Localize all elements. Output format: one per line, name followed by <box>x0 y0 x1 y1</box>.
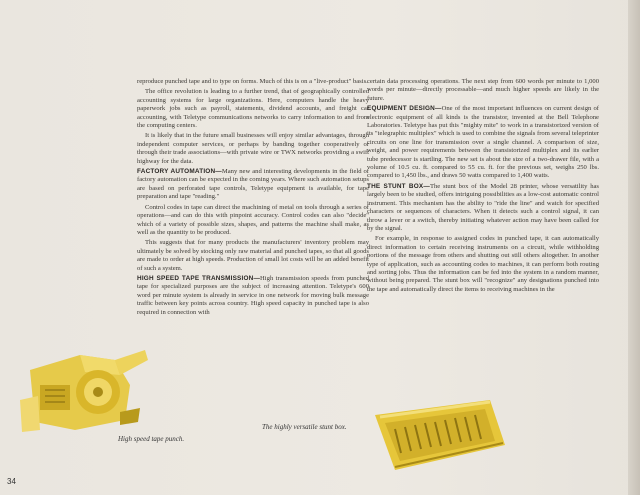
section-heading: FACTORY AUTOMATION— <box>137 168 222 176</box>
right-text-column <box>367 78 599 296</box>
section-factory-automation <box>137 168 369 202</box>
tape-punch-machine <box>20 350 148 432</box>
left-text-column <box>137 78 369 319</box>
paragraph: It is likely that in the future small businesses will enjoy similar advantages, through independent computer services, or perhaps by banding together cooperatively or through their trade associations—with private wire or TWX networks providing a swift highway for the data. <box>137 132 369 165</box>
section-text: One of the most important influences on current design of electronic equipment of all kinds is the transistor, invented at the Bell Telephone Laboratories. Teletype has put this "mighty mite" to work in a transistorized version of its "telegraphic multiplex" which is used to combine the signals from several teleprinter circuits on one line for transmission over a single channel. A comparison of size, weight, and power requirements between the transistorized multiplex and its earlier tube predecessor is startling. The new set is about the size of a two-drawer file, with a volume of 10.5 cu. ft. compared to 55 cu. ft. for the previous set, weighs 250 lbs. compared to 1,450 lbs., and draws 50 watts compared to 1,400 watts. <box>367 105 599 180</box>
section-text: Many new and interesting developments in the field of factory automation can be expected in the coming years. Where such automation setups are based on perforated tape controls, Teletype equipment is available, for tape preparation and tape "reading." <box>137 168 370 201</box>
paragraph: For example, in response to assigned codes in punched tape, it can automatically direct information to certain receiving instruments on a circuit, while withholding portions of the message from others and shutting out still others altogether. In another type of application, such as accounting codes to machines, it can perform both routing and sorting jobs. Thus the information can be fed into the system in a random manner, without being prepared. The stunt box will "recognize" any designations punched into the tape and automatically direct the items to receiving machines in the <box>367 235 599 293</box>
section-text: High transmission speeds from punched tape for specialized purposes are the subject of increasing attention. Teletype's 600 word per minute system is already in service in one network for moving bulk message traffic between key points across country. High speed capacity in punched tape is also required in connection with <box>137 274 369 316</box>
stunt-box-mechanism <box>375 400 505 470</box>
tape-punch-illustration <box>20 330 150 435</box>
section-text: The stunt box of the Model 28 printer, whose versatility has largely been to be studied, offers intriguing possibilities as a low-cost automatic control instrument. This mechanism has the ability to "ride the line" and watch for specified characters or sequences of characters. When it detects such a control signal, it can throw a lever or a switch, thereby initiating whatever action may have been called for by the signal. <box>367 182 599 232</box>
paragraph: This suggests that for many products the manufacturers' inventory problem may ultimately be solved by stocking only raw material and punched tapes, so that all goods are made to order at high speeds. Production of small lot costs will be an added benefit of such a system. <box>137 239 369 272</box>
section-high-speed-transmission <box>137 275 369 317</box>
stunt-box-illustration <box>370 395 510 475</box>
caption-tape-punch: High speed tape punch. <box>118 435 185 443</box>
paragraph: The office revolution is leading to a further trend, that of geographically controlled accounting systems for large organizations. Here, computers handle the heavy paperwork jobs such as payroll, statements, dividend accounts, and freight car accounting, with Teletype communications networks to carry information to and from the computing centers. <box>137 88 369 130</box>
paragraph: certain data processing operations. The next step from 600 words per minute to 1,000 words per minute—directly processable—and much higher speeds are likely in the future. <box>367 78 599 102</box>
section-equipment-design <box>367 105 599 181</box>
binding-gutter <box>628 0 640 495</box>
paragraph: Control codes in tape can direct the machining of metal on tools through a series of operations—and can do this with pinpoint accuracy. Control codes can also "decide" which of a variety of possible sizes, shapes, and patterns the machine shall make, as well as the quantity to be produced. <box>137 203 369 236</box>
section-heading: EQUIPMENT DESIGN— <box>367 105 442 113</box>
caption-stunt-box: The highly versatile stunt box. <box>262 423 347 431</box>
section-stunt-box <box>367 183 599 233</box>
section-heading: THE STUNT BOX— <box>367 182 430 190</box>
section-heading: HIGH SPEED TAPE TRANSMISSION— <box>137 274 261 282</box>
paragraph: reproduce punched tape and to type on forms. Much of this is on a "live-product" basis. <box>137 78 368 85</box>
page-number: 34 <box>7 477 16 486</box>
